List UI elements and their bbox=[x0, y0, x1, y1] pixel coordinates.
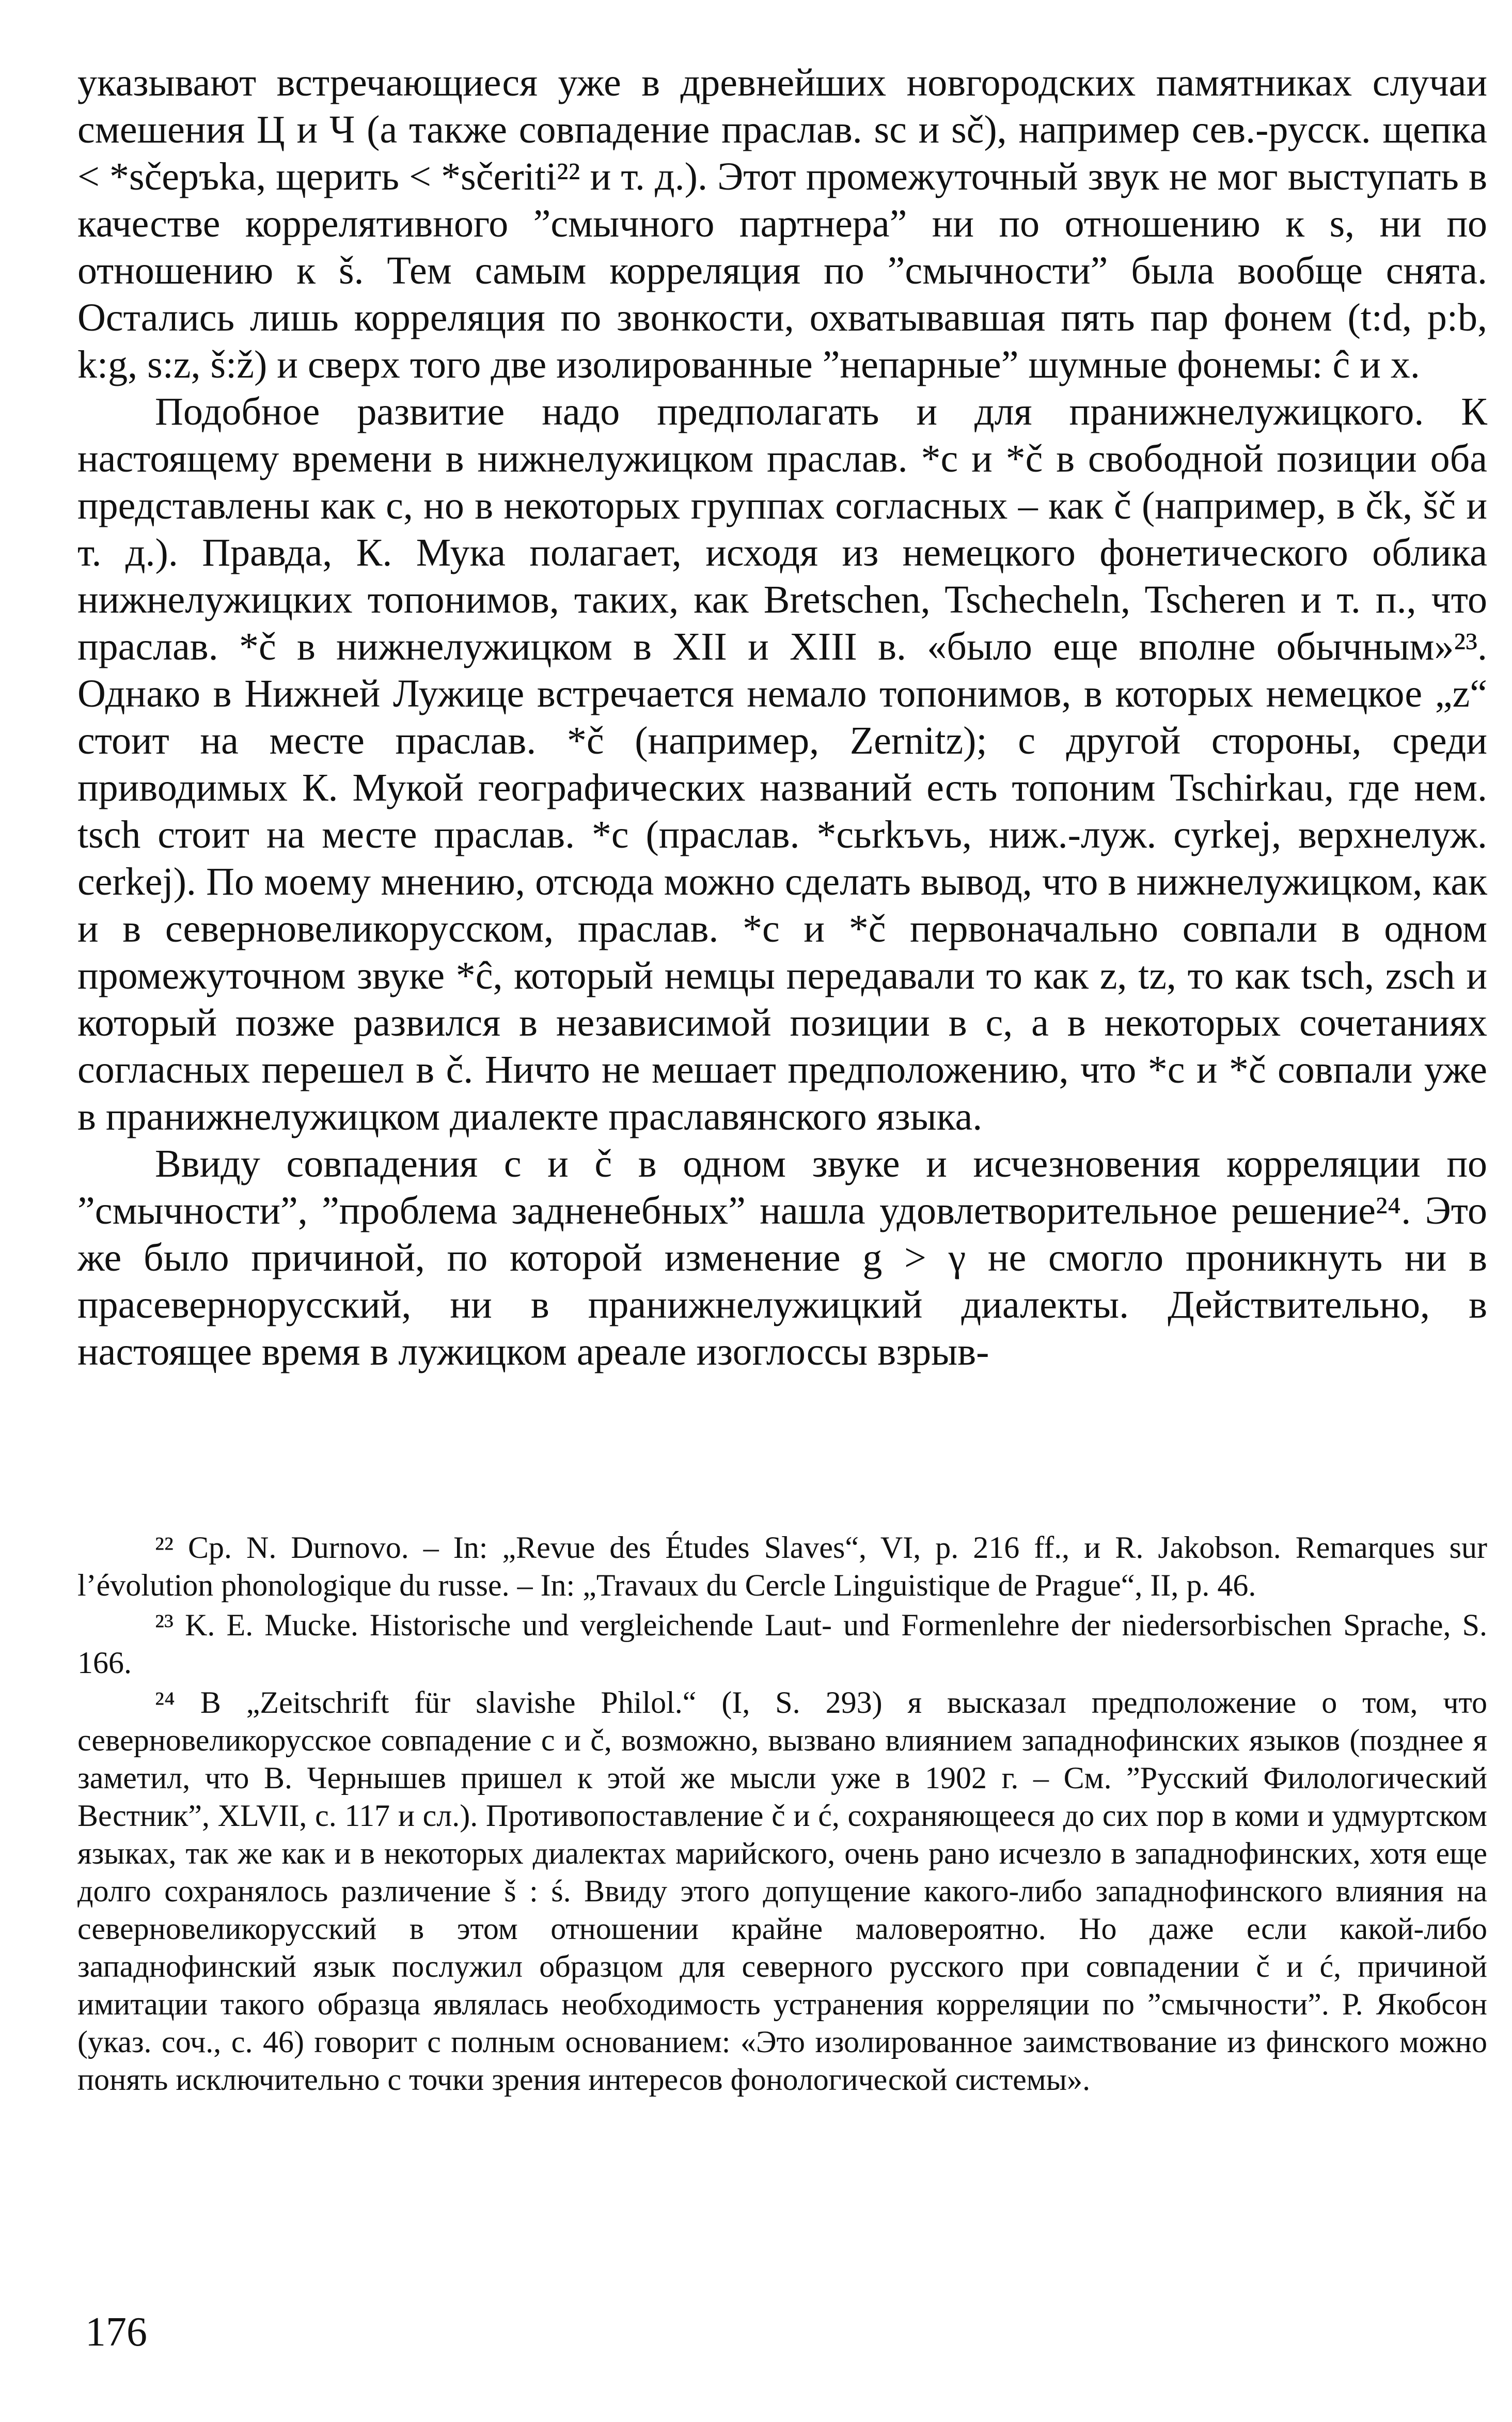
paragraph-1: указывают встречающиеся уже в древнейших новгородских памятниках случаи смешения Ц и Ч (а также совпадение праслав. sc и sč), например сев.-русск. щепка < *sčepъka, щерить < *sčeriti²² и т. д.). Этот промежуточный звук не мог выступать в качестве коррелятивного ”смычного партнера” ни по отношению к s, ни по отношению к š. Тем самым корреляция по ”смычности” была вообще снята. Остались лишь корреляция по звонкости, охватывавшая пять пар фонем (t:d, p:b, k:g, s:z, š:ž) и сверх того две изолированные ”непарные” шумные фонемы: ĉ и x. bbox=[77, 61, 1487, 386]
footnotes bbox=[77, 1529, 1487, 2101]
footnote-24: ²⁴ В „Zeitschrift für slavishe Philol.“ (I, S. 293) я высказал предположение о том, что северновеликорусское совпадение c и č, возможно, вызвано влиянием западнофинских языков (позднее я заметил, что В. Чернышев пришел к этой же мысли уже в 1902 г. – См. ”Русский Филологический Вестник”, XLVII, с. 117 и сл.). Противопоставление č и ć, сохраняющееся до сих пор в коми и удмуртском языках, так же как и в некоторых диалектах марийского, очень рано исчезло в западнофинских, хотя еще долго сохранялось различение š : ś. Ввиду этого допущение какого-либо западнофинского влияния на северновеликорусский в этом отношении крайне маловероятно. Но даже если какой-либо западнофинский язык послужил образцом для северного русского при совпадении č и ć, причиной имитации такого образца являлась необходимость устранения корреляции по ”смычности”. Р. Якобсон (указ. соч., с. 46) говорит с полным основанием: «Это изолированное заимствование из финского можно понять исключительно с точки зрения интересов фонологической системы». bbox=[77, 1685, 1487, 2097]
footnote-22: ²² Cp. N. Durnovo. – In: „Revue des Études Slaves“, VI, p. 216 ff., и R. Jakobson. Remarques sur l’évolution phonologique du russe. – In: „Travaux du Cercle Linguistique de Prague“, II, p. 46. bbox=[77, 1530, 1487, 1602]
paragraph-2: Подобное развитие надо предполагать и для пранижнелужицкого. К настоящему времени в нижнелужицком праслав. *c и *č в свободной позиции оба представлены как c, но в некоторых группах согласных – как č (например, в čk, šč и т. д.). Правда, К. Мука полагает, исходя из немецкого фонетического облика нижнелужицких топонимов, таких, как Bretschen, Tschecheln, Tscheren и т. п., что праслав. *č в нижнелужицком в XII и XIII в. «было еще вполне обычным»²³. Однако в Нижней Лужице встречается немало топонимов, в которых немецкое „z“ стоит на месте праслав. *č (например, Zernitz); с другой стороны, среди приводимых К. Мукой географических названий есть топоним Tschirkau, где нем. tsch стоит на месте праслав. *c (праслав. *cьrkъvь, ниж.-луж. cyrkej, верхнелуж. cerkej). По моему мнению, отсюда можно сделать вывод, что в нижнелужицком, как и в северновеликорусском, праслав. *c и *č первоначально совпали в одном промежуточном звуке *ĉ, который немцы передавали то как z, tz, то как tsch, zsch и который позже развился в независимой позиции в c, а в некоторых сочетаниях согласных перешел в č. Ничто не мешает предположению, что *c и *č совпали уже в пранижнелужицком диалекте праславянского языка. bbox=[77, 390, 1487, 1138]
page-number: 176 bbox=[85, 2309, 147, 2355]
footnote-23: ²³ K. E. Mucke. Historische und vergleichende Laut- und Formenlehre der niedersorbischen Sprache, S. 166. bbox=[77, 1608, 1487, 1680]
paragraph-3: Ввиду совпадения c и č в одном звуке и исчезновения корреляции по ”смычности”, ”проблема задненебных” нашла удовлетворительное решение²⁴. Это же было причиной, по которой изменение g > γ не смогло проникнуть ни в прасевернорусский, ни в пранижнелужицкий диалекты. Действительно, в настоящее время в лужицком ареале изоглоссы взрыв- bbox=[77, 1142, 1487, 1373]
main-text bbox=[77, 59, 1487, 1376]
